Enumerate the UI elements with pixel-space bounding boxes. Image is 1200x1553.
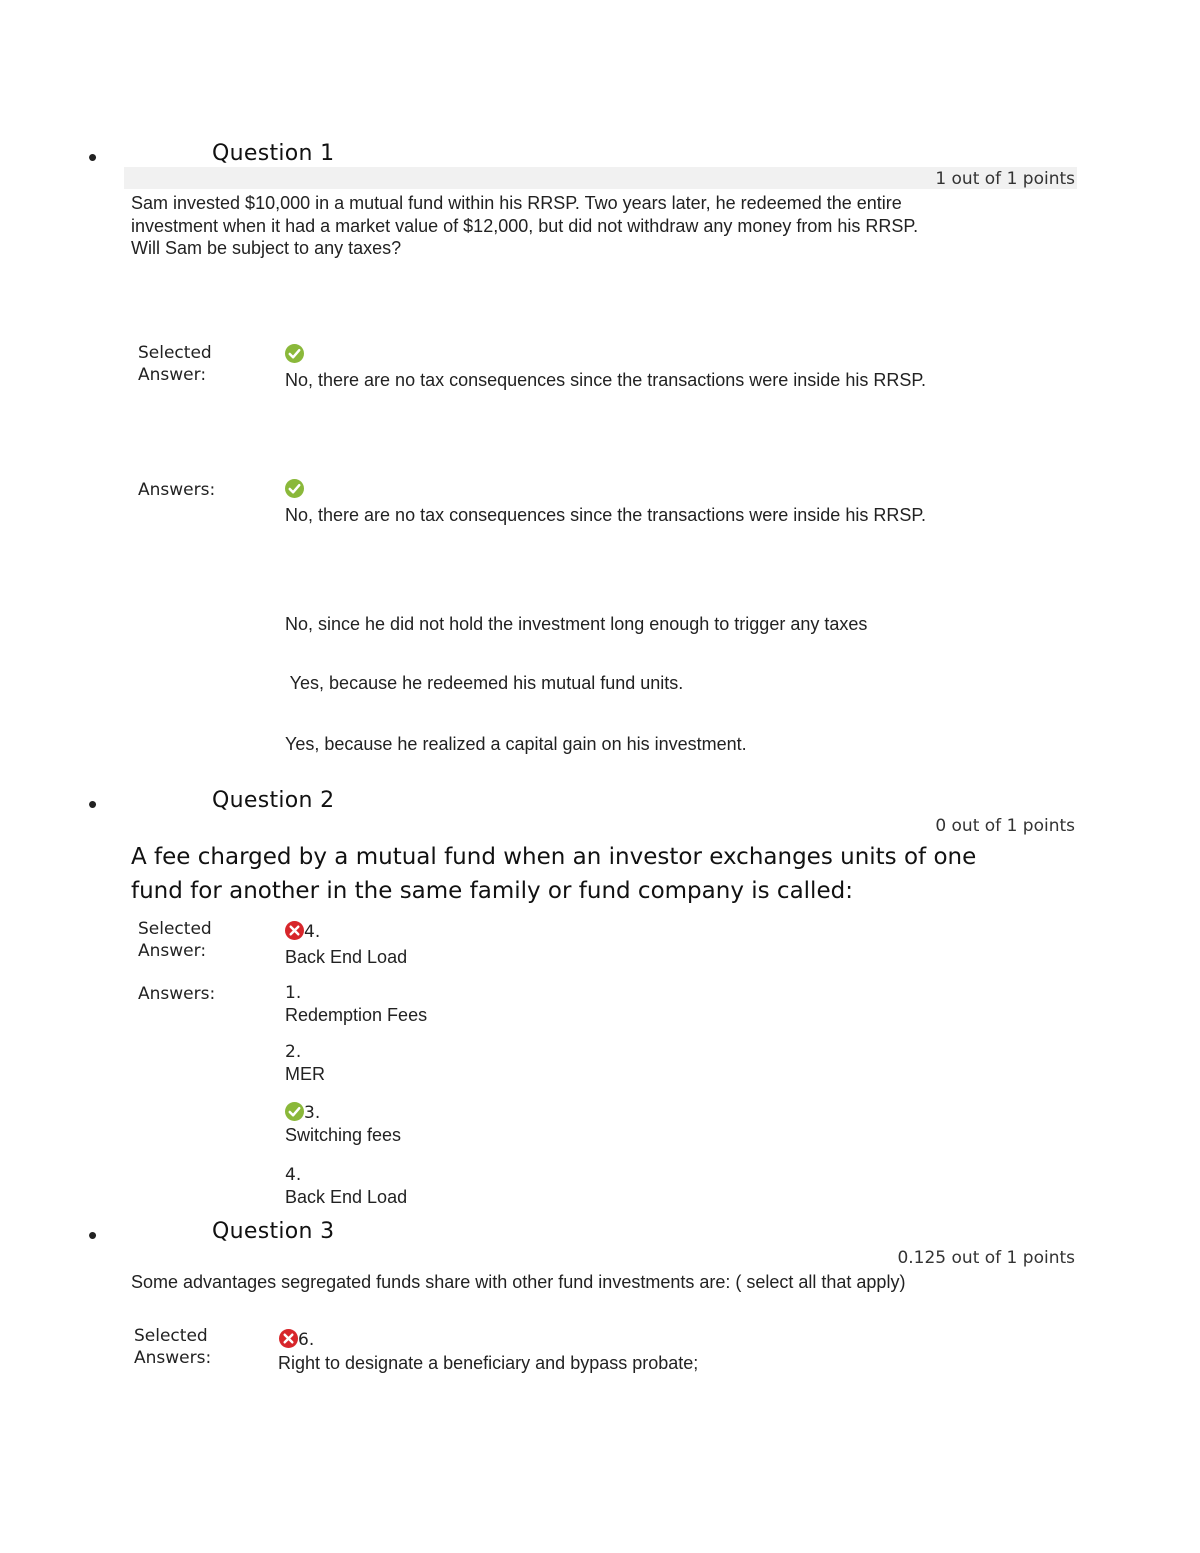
answers-label: Answers: (138, 480, 216, 500)
check-circle-icon (285, 344, 304, 363)
question-1-text (131, 192, 918, 260)
question-1-header-bar (124, 167, 1077, 189)
answer-number: 4. (285, 1165, 302, 1185)
answer-option-text: No, since he did not hold the investment long enough to trigger any taxes (285, 614, 868, 634)
answer-option-text: MER (285, 1064, 325, 1084)
question-1-text-line: Will Sam be subject to any taxes? (131, 238, 402, 258)
answer-number: 2. (285, 1042, 302, 1062)
selected-answer-label: Selected Answer: (138, 343, 212, 385)
bullet: • (88, 142, 98, 172)
answer-option (285, 1102, 401, 1147)
selected-answer (285, 920, 320, 944)
check-circle-icon (285, 1102, 304, 1121)
check-circle-icon (285, 479, 304, 498)
answers-label: Answers: (138, 984, 216, 1004)
question-3-points: 0.125 out of 1 points (897, 1248, 1075, 1268)
question-3-text: Some advantages segregated funds share with other fund investments are: ( select all that apply) (131, 1272, 906, 1292)
selected-answer-text: Right to designate a beneficiary and bypass probate; (278, 1353, 699, 1373)
question-2-text: A fee charged by a mutual fund when an investor exchanges units of one fund for another in the same family or fund company is called: (131, 844, 977, 904)
question-3-title: Question 3 (212, 1219, 335, 1244)
selected-answers-label: Selected Answers: (134, 1326, 212, 1368)
answer-option (285, 1042, 325, 1086)
answer-option (285, 1165, 407, 1209)
selected-answer-text: No, there are no tax consequences since the transactions were inside his RRSP. (285, 370, 927, 390)
answer-option-text: Switching fees (285, 1125, 402, 1145)
answer-number: 3. (304, 1103, 321, 1123)
answer-number: 1. (285, 983, 302, 1003)
question-2-title: Question 2 (212, 788, 335, 813)
answer-option-text: Yes, because he redeemed his mutual fund units. (285, 673, 684, 693)
answer-option-text: Back End Load (285, 1187, 408, 1207)
question-1-points: 1 out of 1 points (935, 169, 1075, 189)
selected-answer-text: Back End Load (285, 947, 408, 967)
answer-number-row (285, 1102, 401, 1124)
question-2-points: 0 out of 1 points (935, 816, 1075, 836)
answer-option-text: Redemption Fees (285, 1005, 428, 1025)
question-1-title: Question 1 (212, 141, 335, 166)
x-circle-icon (279, 1329, 298, 1348)
selected-answer-number: 4. (304, 922, 321, 942)
selected-answer (279, 1328, 314, 1352)
bullet: • (88, 1220, 98, 1250)
answer-option-text: No, there are no tax consequences since the transactions were inside his RRSP. (285, 505, 927, 525)
answer-option-text: Yes, because he realized a capital gain on his investment. (285, 734, 747, 754)
answer-option (285, 983, 427, 1027)
question-1-text-line: Sam invested $10,000 in a mutual fund within his RRSP. Two years later, he redeemed the entire (131, 193, 902, 213)
x-circle-icon (285, 921, 304, 940)
question-1-text-line: investment when it had a market value of $12,000, but did not withdraw any money from his RRSP. (131, 215, 919, 236)
selected-answer (285, 343, 304, 366)
bullet: • (88, 789, 98, 819)
answer-option-1 (285, 478, 304, 501)
selected-answer-label: Selected Answer: (138, 919, 212, 961)
selected-answer-number: 6. (298, 1330, 315, 1350)
